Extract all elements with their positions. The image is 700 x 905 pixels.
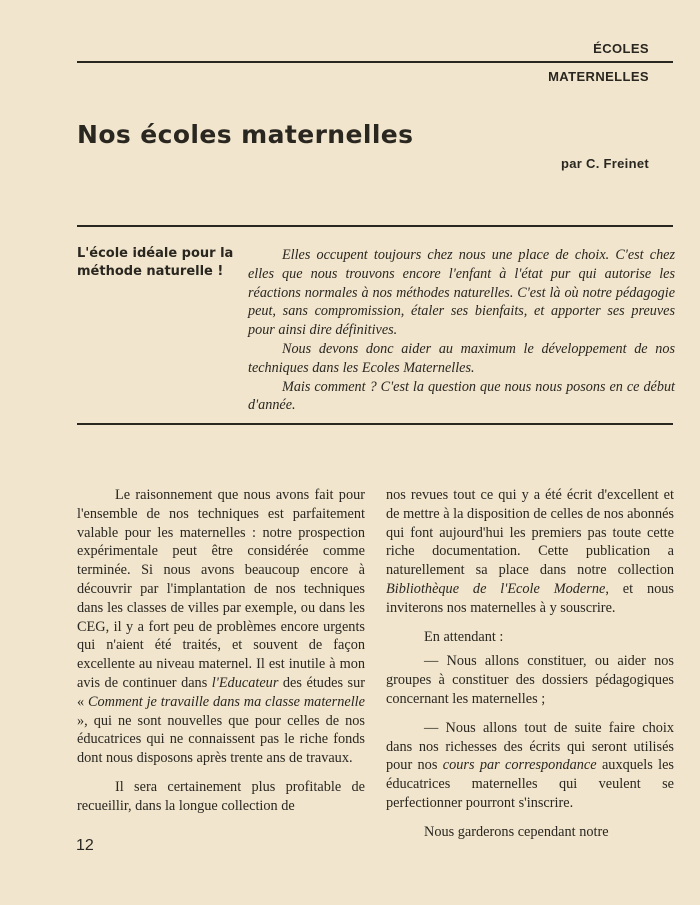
body-paragraph: Nous garderons cependant notre <box>424 823 609 840</box>
text-run: auxquels les éducatrices maternelles qui veulent se perfectionner pourront s'inscrire. <box>386 757 674 811</box>
title-rule <box>77 225 673 227</box>
body-paragraph <box>386 719 674 813</box>
author-prefix: par <box>560 156 583 171</box>
text-run: des études sur « <box>77 674 365 710</box>
sidebar-heading: L'école idéale pour la méthode naturelle ! <box>77 246 234 279</box>
body-paragraph: Il sera certainement plus profitable de recueillir, dans la longue collection de <box>77 778 365 814</box>
body-paragraph: — Nous allons constituer, ou aider nos groupes à constituer des dossiers pédagogiques concernant les maternelles ; <box>386 653 674 707</box>
page-number: 12 <box>76 837 94 854</box>
body-column-right <box>386 486 674 852</box>
text-emphasis: cours par correspondance <box>442 757 597 774</box>
section-label-line1: ÉCOLES <box>593 41 649 56</box>
intro-rule <box>77 423 673 425</box>
text-run: , et nous inviterons nos maternelles à y souscrire. <box>386 580 674 616</box>
text-run: — Nous allons tout de suite faire choix dans nos richesses des écrits qui seront utilisés pour nos <box>386 719 674 774</box>
text-run: Le raisonnement que nous avons fait pour l'ensemble de nos techniques est parfaitement valable pour les maternelles : notre prospection expérimentale peut être considérée comme terminée. Si nous avons beaucoup encore à découvrir par l'implantation de nos techniques dans les classes de villes par exemple, ou dans les CEG, il y a fort peu de problèmes encore urgents qui n'aient été traités, et souvent de façon excellente au niveau maternel. Il est inutile à mon avis de continuer dans <box>77 487 365 691</box>
body-paragraph <box>77 486 365 768</box>
text-run: nos revues tout ce qui y a été écrit d'excellent et de mettre à la disposition de celles de nos abonnés qui font aujourd'hui les premiers pas toute cette riche documentation. Cette publication a naturellement sa place dans notre collection <box>386 487 674 579</box>
author-byline <box>561 156 649 171</box>
text-emphasis: Bibliothèque de l'Ecole Moderne <box>386 580 606 597</box>
intro-block <box>248 246 675 415</box>
text-run: », qui ne sont nouvelles que pour celles de nos éducatrices qui ne connaissent pas le riche fonds dont nous disposons après trente ans de travaux. <box>77 712 365 767</box>
intro-paragraph: Elles occupent toujours chez nous une place de choix. C'est chez elles que nous trouvons encore l'enfant à l'état pur qui autorise les réactions normales à nos méthodes naturelles. C'est là où notre pédagogie peut, sans compromission, étaler ses bienfaits, et apporter ses preuves pour ainsi dire définitives. <box>248 247 675 339</box>
section-label-line2: MATERNELLES <box>548 69 649 84</box>
article-title: Nos écoles maternelles <box>77 120 414 149</box>
author-name: C. Freinet <box>586 156 649 171</box>
text-emphasis: Comment je travaille dans ma classe maternelle <box>87 693 365 710</box>
text-emphasis: l'Educateur <box>211 674 279 691</box>
intro-paragraph: Nous devons donc aider au maximum le développement de nos techniques dans les Ecoles Maternelles. <box>248 340 675 376</box>
header-rule <box>77 61 673 63</box>
body-paragraph: En attendant : <box>424 628 504 645</box>
body-column-left <box>77 486 365 826</box>
intro-paragraph: Mais comment ? C'est la question que nous nous posons en ce début d'année. <box>248 378 675 414</box>
body-paragraph <box>386 486 674 618</box>
